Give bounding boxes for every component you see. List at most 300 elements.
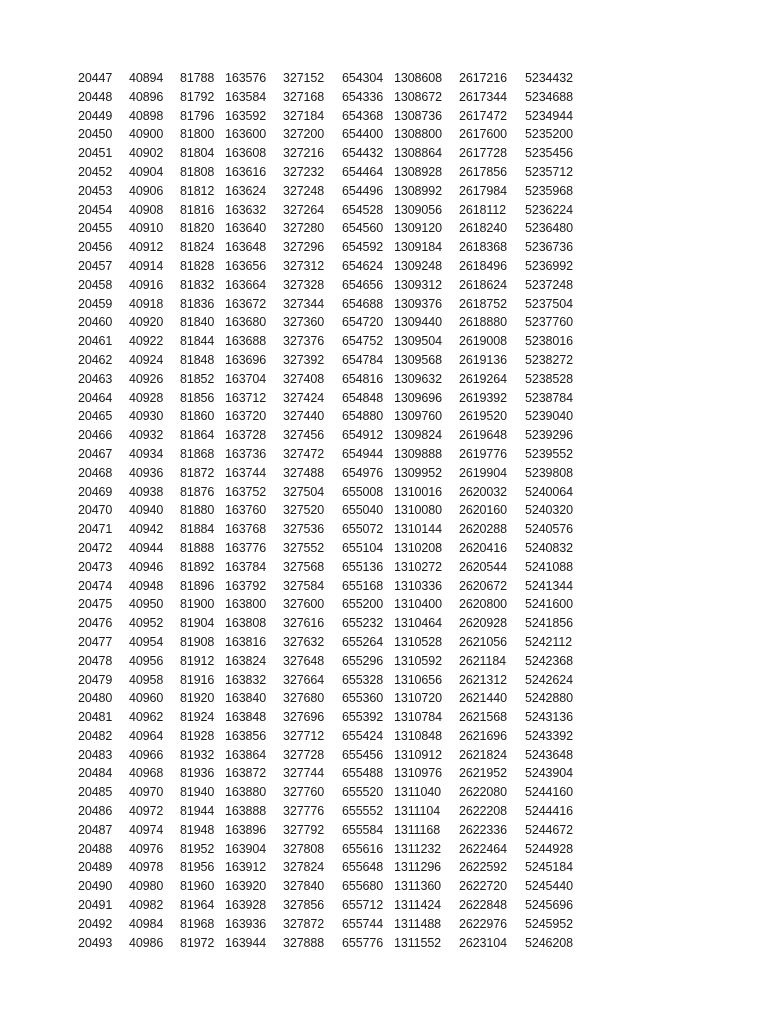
table-cell: 5235968: [525, 183, 573, 198]
table-cell: 81888: [180, 540, 215, 555]
table-cell: 5243392: [525, 728, 573, 743]
table-cell: 2618880: [459, 315, 507, 330]
table-row: [0, 915, 768, 934]
table-cell: 1309760: [394, 409, 442, 424]
table-row: [0, 295, 768, 314]
table-cell: 5243904: [525, 766, 573, 781]
table-cell: 163624: [225, 183, 267, 198]
table-cell: 81924: [180, 710, 215, 725]
table-cell: 327152: [283, 71, 325, 85]
table-cell: 327360: [283, 315, 325, 330]
table-row: [0, 125, 768, 144]
table-row: [0, 802, 768, 821]
table-cell: 2623104: [459, 935, 507, 950]
table-cell: 81792: [180, 89, 215, 104]
table-row: [0, 464, 768, 483]
table-row: [0, 332, 768, 351]
table-cell: 327520: [283, 503, 325, 518]
table-cell: 20490: [78, 879, 113, 894]
table-cell: 327584: [283, 578, 325, 593]
table-row: [0, 689, 768, 708]
table-row: [0, 107, 768, 126]
table-cell: 1311296: [394, 860, 442, 875]
table-cell: 5246208: [525, 935, 573, 950]
table-cell: 163792: [225, 578, 267, 593]
table-cell: 163592: [225, 108, 267, 123]
table-cell: 81908: [180, 634, 215, 649]
table-cell: 2620288: [459, 522, 507, 537]
table-cell: 5238016: [525, 334, 573, 349]
table-cell: 327696: [283, 710, 325, 725]
table-cell: 81884: [180, 522, 215, 537]
table-row: [0, 934, 768, 953]
table-cell: 1310080: [394, 503, 442, 518]
table-cell: 5241600: [525, 597, 573, 612]
table-row: [0, 577, 768, 596]
table-row: [0, 370, 768, 389]
table-cell: 40952: [129, 616, 164, 631]
table-cell: 40912: [129, 240, 164, 255]
table-cell: 1309632: [394, 371, 442, 386]
table-cell: 2621056: [459, 634, 507, 649]
table-cell: 81896: [180, 578, 215, 593]
table-cell: 2619392: [459, 390, 507, 405]
table-cell: 654752: [342, 334, 384, 349]
table-cell: 40938: [129, 484, 164, 499]
table-cell: 163688: [225, 334, 267, 349]
table-cell: 163672: [225, 296, 267, 311]
table-cell: 163816: [225, 634, 267, 649]
table-cell: 654848: [342, 390, 384, 405]
table-cell: 163656: [225, 258, 267, 273]
table-cell: 654688: [342, 296, 384, 311]
table-cell: 81960: [180, 879, 215, 894]
table-cell: 81876: [180, 484, 215, 499]
table-row: [0, 708, 768, 727]
table-cell: 655008: [342, 484, 384, 499]
table-cell: 81824: [180, 240, 215, 255]
table-cell: 5240320: [525, 503, 573, 518]
table-row: [0, 276, 768, 295]
table-cell: 81860: [180, 409, 215, 424]
table-cell: 163904: [225, 841, 267, 856]
table-cell: 5234432: [525, 71, 573, 85]
table-cell: 327808: [283, 841, 325, 856]
table-cell: 327552: [283, 540, 325, 555]
table-row: [0, 426, 768, 445]
table-cell: 655552: [342, 804, 384, 819]
table-cell: 40918: [129, 296, 164, 311]
table-cell: 20467: [78, 446, 113, 461]
table-row: [0, 595, 768, 614]
table-cell: 81892: [180, 559, 215, 574]
table-cell: 654464: [342, 164, 384, 179]
table-cell: 1311360: [394, 879, 442, 894]
table-cell: 1309120: [394, 221, 442, 236]
table-cell: 81880: [180, 503, 215, 518]
table-cell: 5244928: [525, 841, 573, 856]
table-cell: 1309312: [394, 277, 442, 292]
table-cell: 1309056: [394, 202, 442, 217]
table-cell: 40904: [129, 164, 164, 179]
table-cell: 81844: [180, 334, 215, 349]
table-cell: 1311104: [394, 804, 441, 819]
table-cell: 327616: [283, 616, 325, 631]
table-cell: 163760: [225, 503, 267, 518]
table-cell: 5236992: [525, 258, 573, 273]
table-cell: 1311424: [394, 898, 442, 913]
table-cell: 327296: [283, 240, 325, 255]
table-cell: 163872: [225, 766, 267, 781]
table-cell: 327664: [283, 672, 325, 687]
table-cell: 5239296: [525, 428, 573, 443]
table-cell: 20450: [78, 127, 113, 142]
table-cell: 327840: [283, 879, 325, 894]
table-cell: 20458: [78, 277, 113, 292]
table-cell: 20454: [78, 202, 113, 217]
table-cell: 655424: [342, 728, 384, 743]
table-row: [0, 69, 768, 88]
table-cell: 40946: [129, 559, 164, 574]
table-cell: 81812: [180, 183, 215, 198]
table-cell: 655200: [342, 597, 384, 612]
table-cell: 81932: [180, 747, 215, 762]
table-cell: 5239040: [525, 409, 573, 424]
table-cell: 81828: [180, 258, 215, 273]
table-cell: 81808: [180, 164, 215, 179]
number-table: [0, 69, 768, 952]
table-cell: 81900: [180, 597, 215, 612]
table-cell: 5242624: [525, 672, 573, 687]
table-cell: 163680: [225, 315, 267, 330]
table-cell: 1311168: [394, 822, 441, 837]
table-cell: 655136: [342, 559, 384, 574]
table-row: [0, 896, 768, 915]
table-row: [0, 163, 768, 182]
table-cell: 1310464: [394, 616, 442, 631]
table-cell: 2620800: [459, 597, 507, 612]
table-cell: 20484: [78, 766, 113, 781]
table-cell: 20452: [78, 164, 113, 179]
table-cell: 20491: [78, 898, 113, 913]
table-cell: 1309952: [394, 465, 442, 480]
table-cell: 2617472: [459, 108, 507, 123]
table-cell: 20489: [78, 860, 113, 875]
table-cell: 5244160: [525, 785, 573, 800]
table-cell: 20472: [78, 540, 113, 555]
table-cell: 2617344: [459, 89, 507, 104]
table-cell: 40954: [129, 634, 164, 649]
table-cell: 163920: [225, 879, 267, 894]
table-cell: 40930: [129, 409, 164, 424]
table-cell: 327344: [283, 296, 325, 311]
table-cell: 81788: [180, 71, 215, 85]
table-cell: 2620672: [459, 578, 507, 593]
table-cell: 655392: [342, 710, 384, 725]
table-row: [0, 858, 768, 877]
table-cell: 2622336: [459, 822, 507, 837]
table-cell: 40978: [129, 860, 164, 875]
table-cell: 40928: [129, 390, 164, 405]
table-cell: 20461: [78, 334, 113, 349]
table-cell: 2617984: [459, 183, 507, 198]
table-cell: 81840: [180, 315, 215, 330]
table-cell: 2619648: [459, 428, 507, 443]
table-cell: 327488: [283, 465, 325, 480]
table-cell: 2621824: [459, 747, 507, 762]
table-cell: 40914: [129, 258, 164, 273]
table-cell: 20471: [78, 522, 113, 537]
table-cell: 327648: [283, 653, 325, 668]
table-row: [0, 614, 768, 633]
table-cell: 327440: [283, 409, 325, 424]
table-cell: 327872: [283, 916, 325, 931]
table-cell: 2620160: [459, 503, 507, 518]
table-cell: 327424: [283, 390, 325, 405]
table-cell: 20449: [78, 108, 113, 123]
table-cell: 1310848: [394, 728, 442, 743]
table-cell: 81920: [180, 691, 215, 706]
table-cell: 1309248: [394, 258, 442, 273]
table-cell: 1311040: [394, 785, 442, 800]
table-cell: 1310144: [394, 522, 442, 537]
table-cell: 5237248: [525, 277, 573, 292]
table-cell: 40964: [129, 728, 164, 743]
table-cell: 81856: [180, 390, 215, 405]
table-row: [0, 219, 768, 238]
table-cell: 1308864: [394, 146, 442, 161]
table-cell: 40926: [129, 371, 164, 386]
table-cell: 81796: [180, 108, 215, 123]
table-cell: 5241088: [525, 559, 573, 574]
table-cell: 163832: [225, 672, 267, 687]
table-cell: 655648: [342, 860, 384, 875]
table-cell: 327200: [283, 127, 325, 142]
table-cell: 163912: [225, 860, 267, 875]
table-cell: 20481: [78, 710, 113, 725]
table-cell: 40974: [129, 822, 164, 837]
table-cell: 81836: [180, 296, 215, 311]
table-cell: 5245184: [525, 860, 573, 875]
table-row: [0, 501, 768, 520]
table-cell: 81904: [180, 616, 215, 631]
table-cell: 20469: [78, 484, 113, 499]
table-cell: 163752: [225, 484, 267, 499]
table-cell: 654432: [342, 146, 384, 161]
table-cell: 163824: [225, 653, 267, 668]
table-cell: 40910: [129, 221, 164, 236]
table-cell: 655232: [342, 616, 384, 631]
table-cell: 5245440: [525, 879, 573, 894]
table-cell: 654784: [342, 352, 384, 367]
table-cell: 1310400: [394, 597, 442, 612]
table-cell: 20460: [78, 315, 113, 330]
table-cell: 40896: [129, 89, 164, 104]
table-cell: 327536: [283, 522, 325, 537]
table-cell: 81832: [180, 277, 215, 292]
table-cell: 654912: [342, 428, 384, 443]
table-cell: 1311232: [394, 841, 442, 856]
table-cell: 40900: [129, 127, 164, 142]
table-row: [0, 351, 768, 370]
table-cell: 20485: [78, 785, 113, 800]
table-cell: 163632: [225, 202, 267, 217]
table-cell: 327328: [283, 277, 325, 292]
table-cell: 5245696: [525, 898, 573, 913]
table-row: [0, 877, 768, 896]
table-cell: 2619904: [459, 465, 507, 480]
table-cell: 655680: [342, 879, 384, 894]
table-cell: 81952: [180, 841, 215, 856]
table-cell: 1310912: [394, 747, 442, 762]
table-cell: 1309696: [394, 390, 442, 405]
table-cell: 327456: [283, 428, 325, 443]
table-cell: 163880: [225, 785, 267, 800]
table-cell: 40984: [129, 916, 164, 931]
table-cell: 327264: [283, 202, 325, 217]
table-cell: 5242368: [525, 653, 573, 668]
table-cell: 5242112: [525, 634, 573, 649]
table-row: [0, 633, 768, 652]
table-cell: 327728: [283, 747, 325, 762]
table-cell: 1310528: [394, 634, 442, 649]
table-cell: 1309376: [394, 296, 442, 311]
table-cell: 81948: [180, 822, 215, 837]
table-cell: 2619008: [459, 334, 507, 349]
table-cell: 2617216: [459, 71, 507, 85]
table-cell: 20468: [78, 465, 113, 480]
table-cell: 40936: [129, 465, 164, 480]
table-cell: 163744: [225, 465, 267, 480]
table-cell: 20479: [78, 672, 113, 687]
table-cell: 163736: [225, 446, 267, 461]
table-cell: 2619136: [459, 352, 507, 367]
table-cell: 5238784: [525, 390, 573, 405]
table-cell: 20448: [78, 89, 113, 104]
table-cell: 2622464: [459, 841, 507, 856]
table-cell: 2619520: [459, 409, 507, 424]
table-cell: 655520: [342, 785, 384, 800]
table-row: [0, 520, 768, 539]
table-cell: 2618368: [459, 240, 507, 255]
table-cell: 654528: [342, 202, 384, 217]
table-cell: 5236736: [525, 240, 573, 255]
table-cell: 2620544: [459, 559, 507, 574]
table-cell: 1311552: [394, 935, 442, 950]
table-cell: 81872: [180, 465, 215, 480]
table-cell: 655040: [342, 503, 384, 518]
table-cell: 655456: [342, 747, 384, 762]
table-cell: 327312: [283, 258, 325, 273]
table-cell: 327248: [283, 183, 325, 198]
table-cell: 5245952: [525, 916, 573, 931]
table-cell: 163648: [225, 240, 267, 255]
table-row: [0, 407, 768, 426]
table-cell: 2622848: [459, 898, 507, 913]
table-cell: 1310784: [394, 710, 442, 725]
table-cell: 20466: [78, 428, 113, 443]
table-cell: 5240064: [525, 484, 573, 499]
table-cell: 81868: [180, 446, 215, 461]
table-cell: 163944: [225, 935, 267, 950]
table-cell: 1309568: [394, 352, 442, 367]
table-cell: 163864: [225, 747, 267, 762]
table-row: [0, 746, 768, 765]
table-cell: 5234944: [525, 108, 573, 123]
table-cell: 81800: [180, 127, 215, 142]
table-cell: 163584: [225, 89, 267, 104]
table-cell: 163776: [225, 540, 267, 555]
table-cell: 327168: [283, 89, 325, 104]
table-cell: 2620416: [459, 540, 507, 555]
table-cell: 1309184: [394, 240, 442, 255]
table-cell: 20474: [78, 578, 113, 593]
table-cell: 654656: [342, 277, 384, 292]
table-cell: 81928: [180, 728, 215, 743]
table-cell: 5235712: [525, 164, 573, 179]
table-cell: 1310592: [394, 653, 442, 668]
table-cell: 5242880: [525, 691, 573, 706]
table-cell: 163848: [225, 710, 267, 725]
table-cell: 654976: [342, 465, 384, 480]
table-cell: 327392: [283, 352, 325, 367]
table-cell: 163696: [225, 352, 267, 367]
table-cell: 81820: [180, 221, 215, 236]
table-cell: 1310656: [394, 672, 442, 687]
table-cell: 654880: [342, 409, 384, 424]
table-cell: 5243136: [525, 710, 573, 725]
table-cell: 2622080: [459, 785, 507, 800]
table-cell: 655328: [342, 672, 384, 687]
table-cell: 81916: [180, 672, 215, 687]
table-row: [0, 652, 768, 671]
table-cell: 163640: [225, 221, 267, 236]
table-row: [0, 483, 768, 502]
table-row: [0, 821, 768, 840]
table-row: [0, 727, 768, 746]
table-row: [0, 783, 768, 802]
table-cell: 40962: [129, 710, 164, 725]
table-cell: 655616: [342, 841, 384, 856]
table-cell: 40970: [129, 785, 164, 800]
table-cell: 20480: [78, 691, 113, 706]
table-cell: 163712: [225, 390, 267, 405]
table-cell: 5240576: [525, 522, 573, 537]
table-cell: 20487: [78, 822, 113, 837]
table-cell: 2621696: [459, 728, 507, 743]
table-cell: 20457: [78, 258, 113, 273]
table-cell: 327568: [283, 559, 325, 574]
table-cell: 81956: [180, 860, 215, 875]
table-cell: 163888: [225, 804, 267, 819]
table-cell: 5238272: [525, 352, 573, 367]
table-cell: 20493: [78, 935, 113, 950]
table-cell: 163784: [225, 559, 267, 574]
table-cell: 327680: [283, 691, 325, 706]
table-cell: 81940: [180, 785, 215, 800]
table-cell: 20464: [78, 390, 113, 405]
table-cell: 163840: [225, 691, 267, 706]
table-row: [0, 257, 768, 276]
table-cell: 327760: [283, 785, 325, 800]
table-cell: 327856: [283, 898, 325, 913]
table-cell: 1310272: [394, 559, 442, 574]
table-cell: 327408: [283, 371, 325, 386]
table-cell: 654624: [342, 258, 384, 273]
table-cell: 1310720: [394, 691, 442, 706]
table-cell: 20488: [78, 841, 113, 856]
table-cell: 20486: [78, 804, 113, 819]
